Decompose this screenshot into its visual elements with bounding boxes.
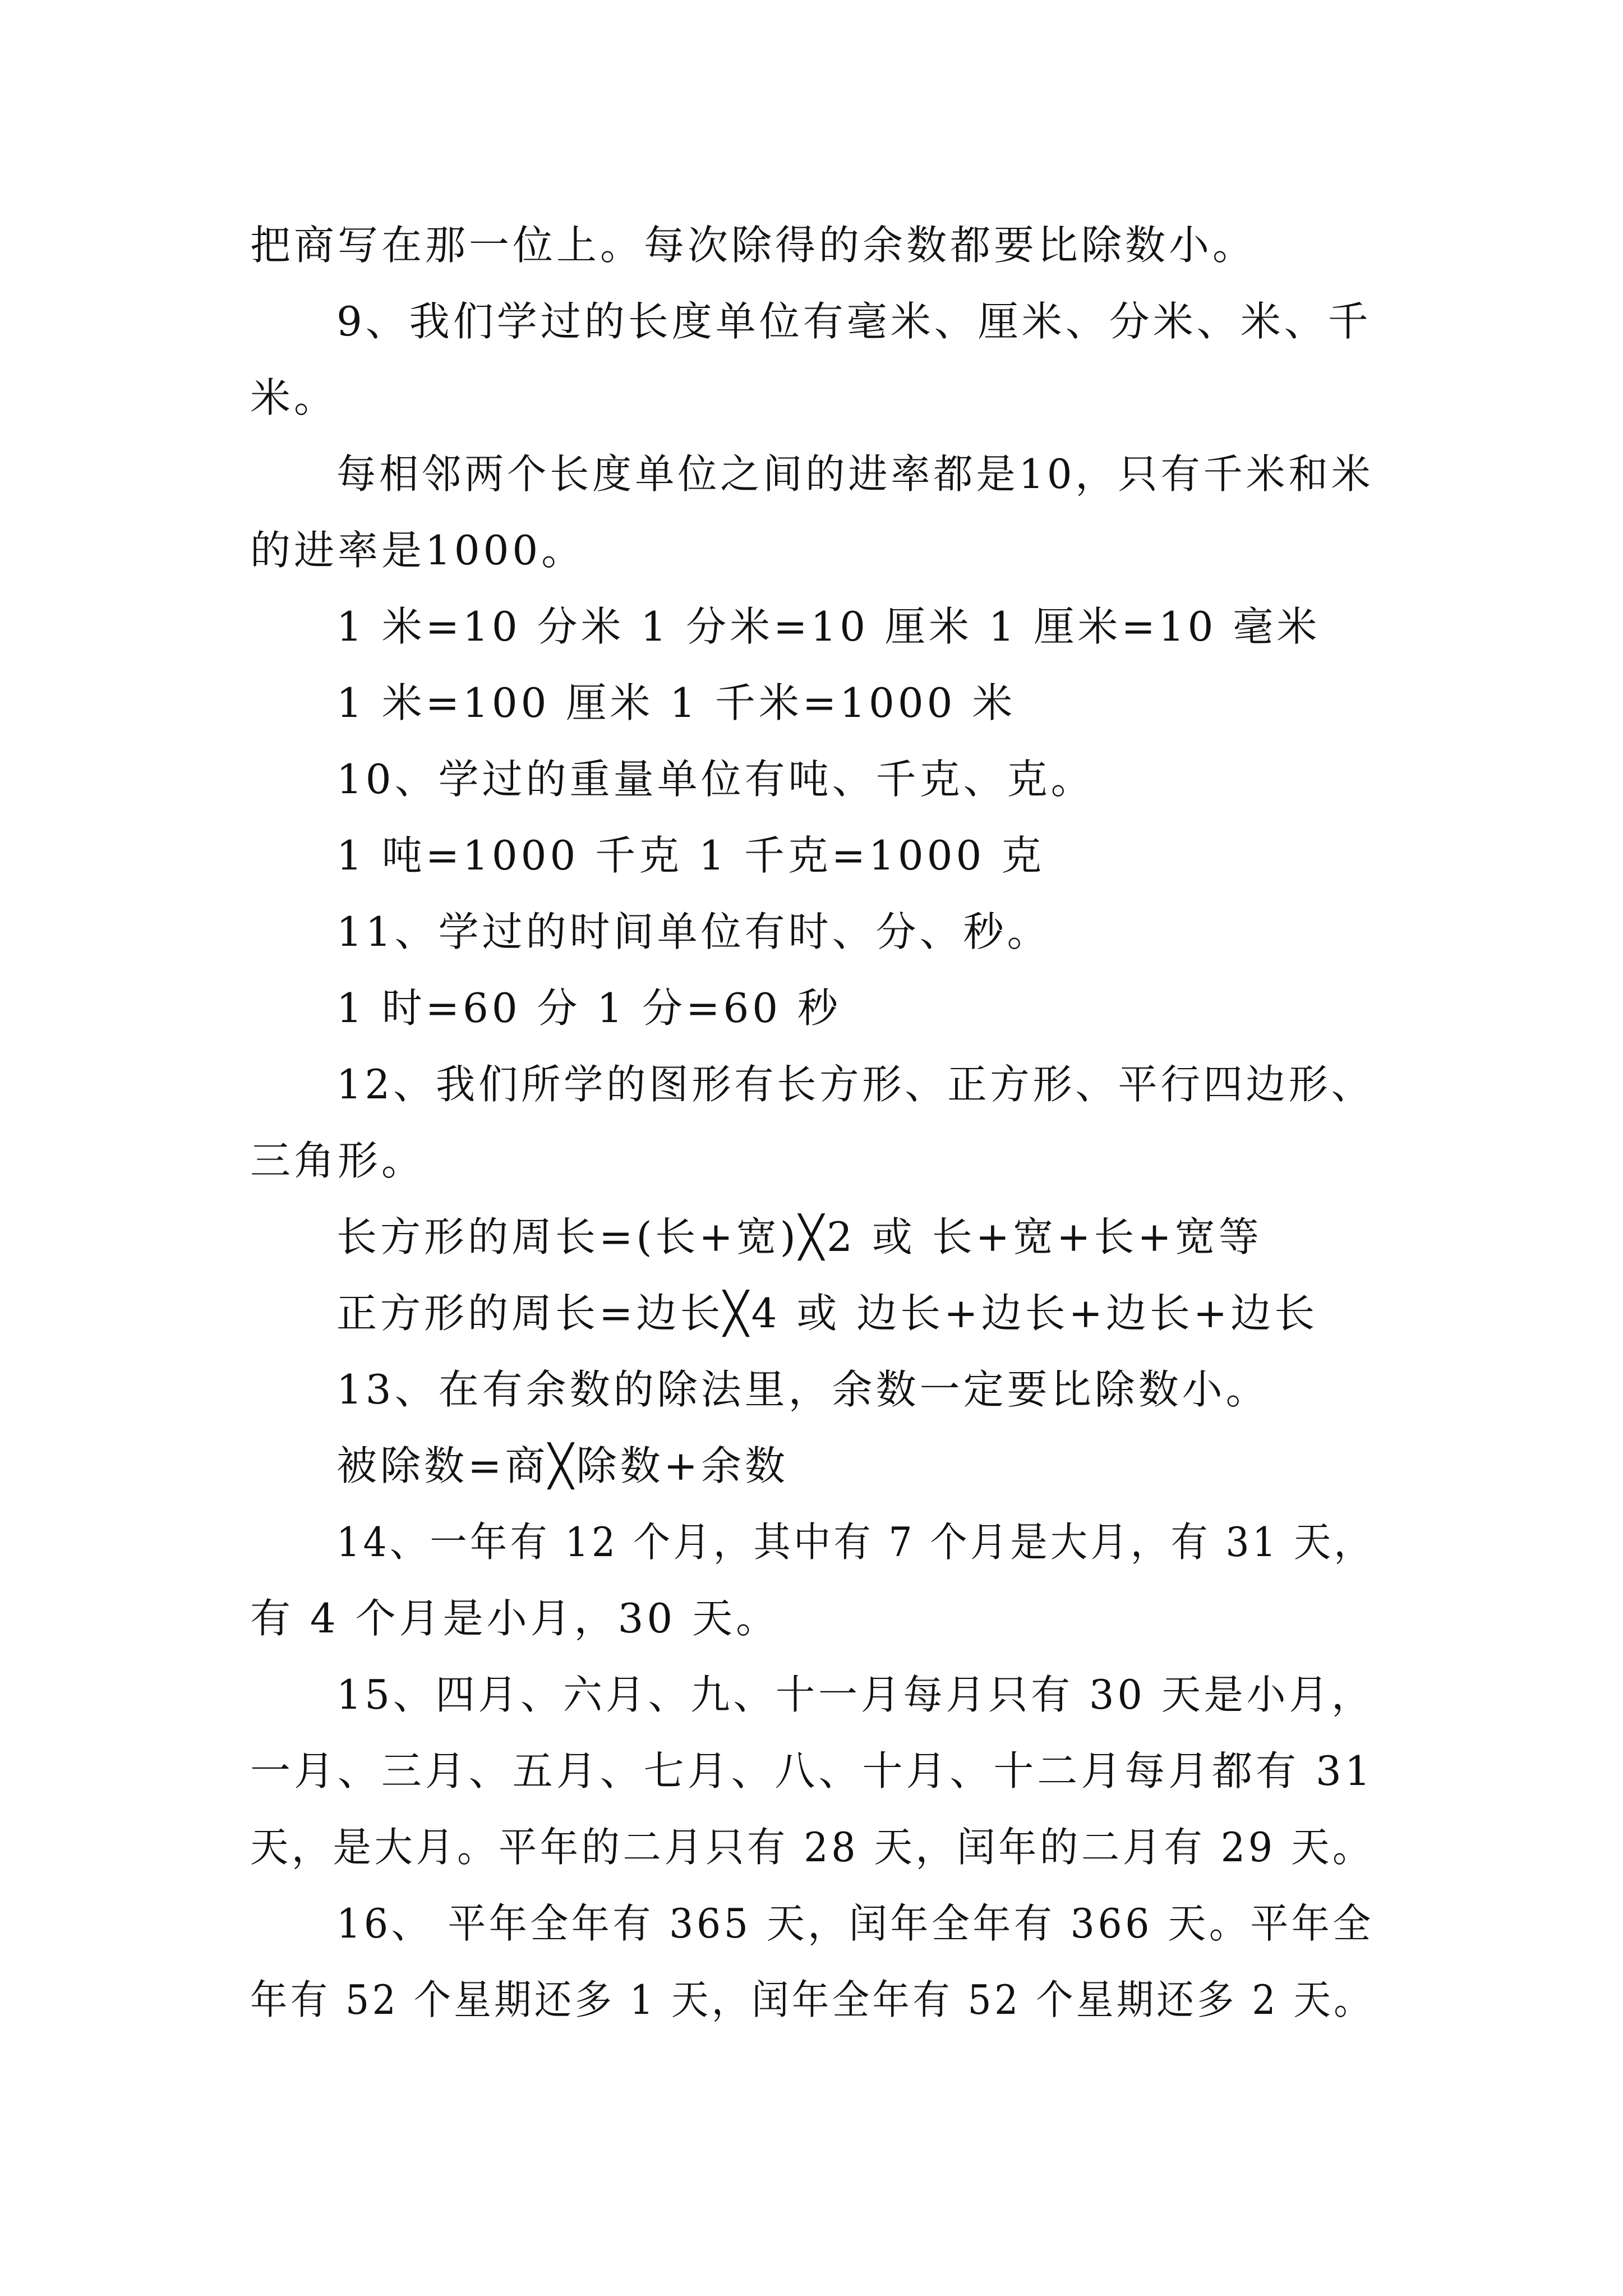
text-line-13: 三角形。 xyxy=(250,1137,426,1184)
text-line-15: 正方形的周长=边长╳4 或 边长+边长+边长+边长 xyxy=(336,1290,1318,1337)
text-line-5: 的进率是1000。 xyxy=(250,527,585,574)
text-line-23: 16、 平年全年有 365 天，闰年全年有 366 天。平年全 xyxy=(336,1900,1374,1947)
text-line-6: 1 米=10 分米 1 分米=10 厘米 1 厘米=10 毫米 xyxy=(336,603,1321,650)
text-line-17: 被除数=商╳除数+余数 xyxy=(336,1442,789,1489)
text-line-19: 有 4 个月是小月，30 天。 xyxy=(250,1595,780,1642)
text-line-10: 11、学过的时间单位有时、分、秒。 xyxy=(336,908,1051,955)
text-line-2: 9、我们学过的长度单位有毫米、厘米、分米、米、千 xyxy=(336,298,1372,345)
text-line-16: 13、在有余数的除法里，余数一定要比除数小。 xyxy=(336,1366,1270,1413)
text-line-4: 每相邻两个长度单位之间的进率都是10，只有千米和米 xyxy=(336,450,1374,498)
text-line-18: 14、一年有 12 个月，其中有 7 个月是大月，有 31 天， xyxy=(336,1519,1374,1566)
text-line-14: 长方形的周长=(长+宽)╳2 或 长+宽+长+宽等 xyxy=(336,1213,1262,1260)
text-line-21: 一月、三月、五月、七月、八、十月、十二月每月都有 31 xyxy=(250,1747,1374,1795)
text-line-9: 1 吨=1000 千克 1 千克=1000 克 xyxy=(336,832,1045,879)
text-line-24: 年有 52 个星期还多 1 天，闰年全年有 52 个星期还多 2 天。 xyxy=(250,1976,1374,2023)
text-line-22: 天，是大月。平年的二月只有 28 天，闰年的二月有 29 天。 xyxy=(250,1824,1374,1871)
text-line-7: 1 米=100 厘米 1 千米=1000 米 xyxy=(336,679,1016,726)
text-line-8: 10、学过的重量单位有吨、千克、克。 xyxy=(336,756,1095,803)
text-line-11: 1 时=60 分 1 分=60 秒 xyxy=(336,984,841,1032)
text-line-1: 把商写在那一位上。每次除得的余数都要比除数小。 xyxy=(250,222,1257,269)
text-line-12: 12、我们所学的图形有长方形、正方形、平行四边形、 xyxy=(336,1061,1374,1108)
text-line-3: 米。 xyxy=(250,374,338,421)
text-line-20: 15、四月、六月、九、十一月每月只有 30 天是小月， xyxy=(336,1671,1375,1718)
